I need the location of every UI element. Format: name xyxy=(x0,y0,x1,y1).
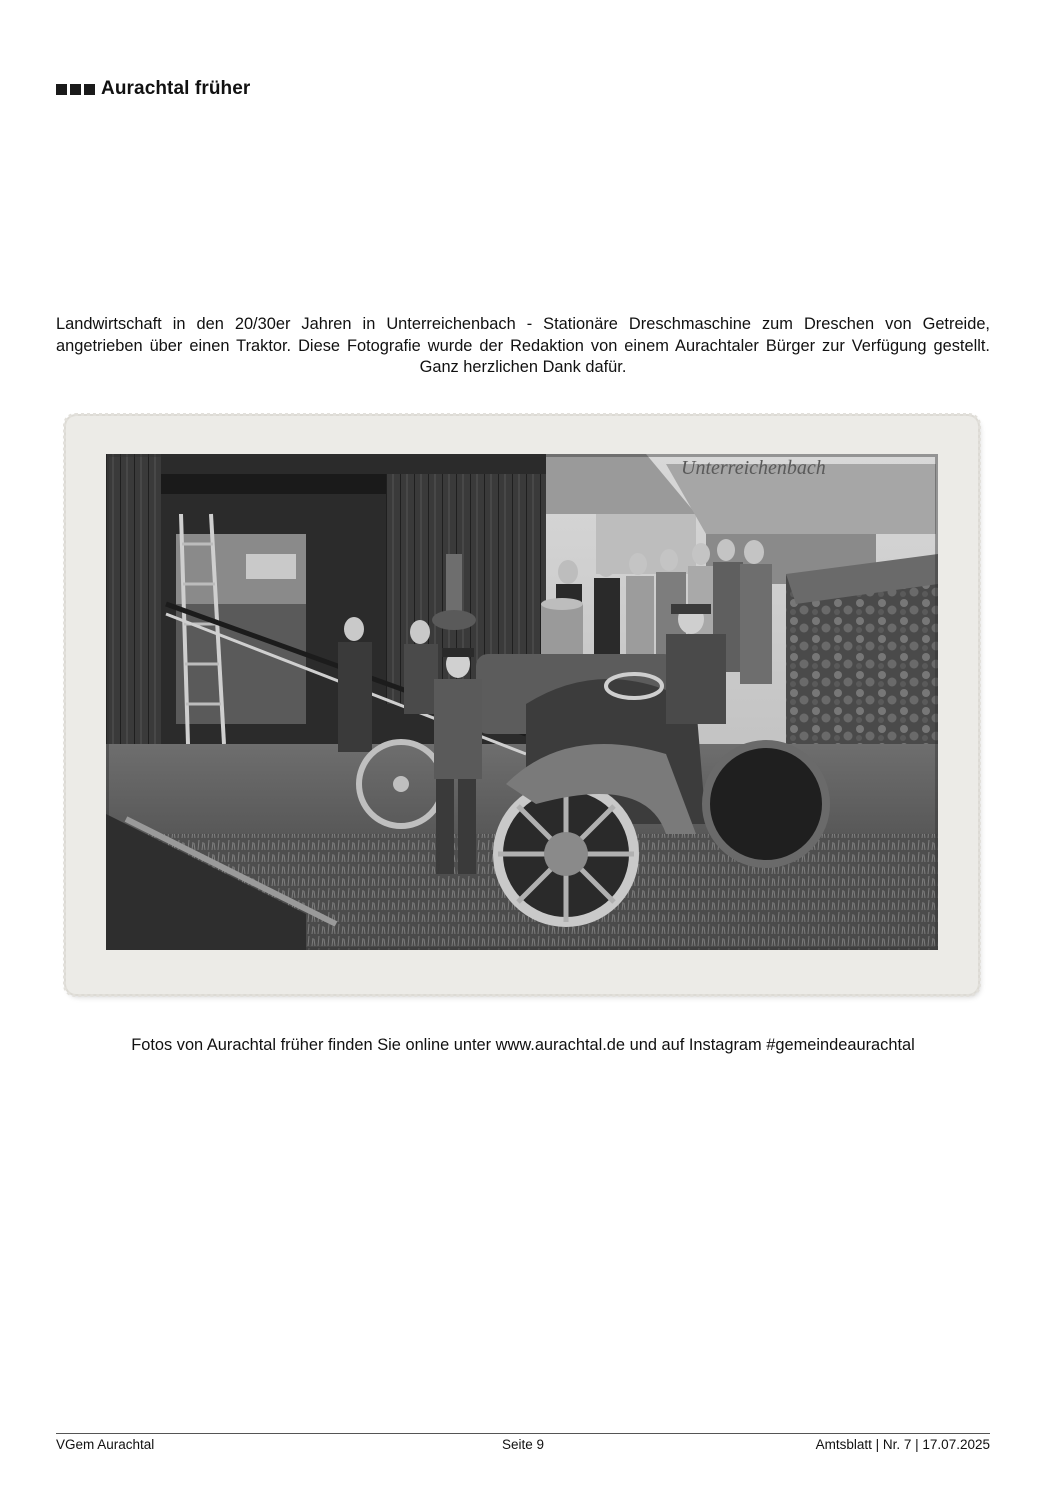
historic-photo xyxy=(106,454,938,950)
photo-frame xyxy=(66,416,978,994)
square-marker-1 xyxy=(56,84,67,95)
footer-publisher: VGem Aurachtal xyxy=(56,1437,155,1452)
photo-caption: Landwirtschaft in den 20/30er Jahren in Unterreichenbach - Stationäre Dreschmaschine zum Dreschen von Getreide, angetrieben über einen Traktor. Diese Fotografie wurde der Redaktion von einem Aurachtaler Bürger zur Verfügung gestellt. Ganz herzlichen Dank dafür. xyxy=(56,315,990,376)
online-note: Fotos von Aurachtal früher finden Sie online unter www.aurachtal.de und auf Instagram #gemeindeaurachtal xyxy=(131,1036,915,1054)
footer-issue-info: Amtsblatt | Nr. 7 | 17.07.2025 xyxy=(815,1437,990,1452)
footer-divider xyxy=(56,1433,990,1434)
photo-handwriting: Unterreichenbach xyxy=(681,457,826,479)
section-header xyxy=(56,78,250,100)
section-title: Aurachtal früher xyxy=(101,78,251,99)
historic-photo-illustration xyxy=(106,454,938,950)
square-marker-3 xyxy=(84,84,95,95)
square-marker-2 xyxy=(70,84,81,95)
page-footer xyxy=(56,1437,990,1453)
section-marker-squares xyxy=(56,84,95,95)
footer-page-number: Seite 9 xyxy=(501,1437,545,1452)
